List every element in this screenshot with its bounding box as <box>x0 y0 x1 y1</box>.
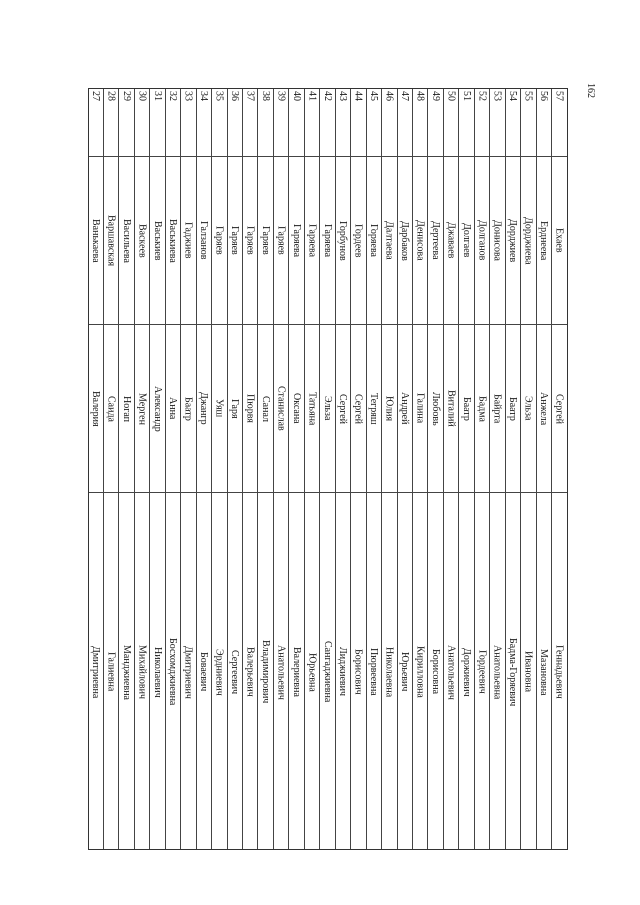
table-row <box>166 89 181 849</box>
first-name-cell: Валерия <box>89 325 103 493</box>
last-name-cell: Денисова <box>413 157 427 325</box>
last-name-cell: Дарбаков <box>398 157 412 325</box>
first-name-cell: Баатр <box>459 325 473 493</box>
name-list-table <box>88 88 568 850</box>
row-number-cell: 40 <box>289 89 303 157</box>
table-row <box>459 89 474 849</box>
row-number-cell: 57 <box>552 89 566 157</box>
table-row <box>351 89 366 849</box>
table-row <box>336 89 351 849</box>
patronymic-cell: Геннадьевич <box>553 645 565 699</box>
patronymic-cell: Гордеевич <box>476 650 488 694</box>
patronymic-cell: Лиджиевич <box>337 647 349 697</box>
row-number-cell: 30 <box>135 89 149 157</box>
first-name-cell: Галина <box>413 325 427 493</box>
row-number-cell: 37 <box>243 89 257 157</box>
row-number-cell: 34 <box>197 89 211 157</box>
patronymic-cell: Мазановна <box>538 648 550 696</box>
last-name-cell: Горяева <box>367 157 381 325</box>
table-row <box>398 89 413 849</box>
patronymic-cell: Борисович <box>352 649 364 695</box>
last-name-cell: Гаряев <box>258 157 272 325</box>
table-row <box>428 89 443 849</box>
first-name-cell: Оксана <box>289 325 303 493</box>
table-row <box>150 89 165 849</box>
patronymic-cell: Борисовна <box>429 649 441 695</box>
last-name-cell: Гаряев <box>228 157 242 325</box>
patronymic-cell: Николаевна <box>383 646 395 698</box>
last-name-cell: Гаряева <box>305 157 319 325</box>
first-name-cell: Сергей <box>552 325 566 493</box>
row-number-cell: 36 <box>228 89 242 157</box>
first-name-cell: Мерген <box>135 325 149 493</box>
first-name-cell: Виталий <box>444 325 458 493</box>
patronymic-cell: Анатольевич <box>445 644 457 700</box>
first-name-cell: Анна <box>166 325 180 493</box>
row-number-cell: 27 <box>89 89 103 157</box>
row-number-cell: 52 <box>475 89 489 157</box>
row-number-cell: 29 <box>119 89 133 157</box>
last-name-cell: Галзанов <box>197 157 211 325</box>
row-number-cell: 53 <box>490 89 504 157</box>
row-number-cell: 44 <box>351 89 365 157</box>
last-name-cell: Гордеев <box>351 157 365 325</box>
first-name-cell: Баатр <box>181 325 195 493</box>
row-number-cell: 51 <box>459 89 473 157</box>
patronymic-cell: Дмитриевич <box>182 645 194 699</box>
last-name-cell: Далтаева <box>382 157 396 325</box>
table-row <box>382 89 397 849</box>
last-name-cell: Гаряев <box>274 157 288 325</box>
table-row <box>490 89 505 849</box>
first-name-cell: Юлия <box>382 325 396 493</box>
table-row <box>521 89 536 849</box>
table-row <box>444 89 459 849</box>
row-number-cell: 48 <box>413 89 427 157</box>
table-row <box>274 89 289 849</box>
first-name-cell: Любовь <box>428 325 442 493</box>
first-name-cell: Сергей <box>336 325 350 493</box>
row-number-cell: 39 <box>274 89 288 157</box>
row-number-cell: 45 <box>367 89 381 157</box>
row-number-cell: 43 <box>336 89 350 157</box>
row-number-cell: 28 <box>104 89 118 157</box>
first-name-cell: Татьяна <box>305 325 319 493</box>
table-row <box>537 89 552 849</box>
table-row <box>413 89 428 849</box>
table-row <box>212 89 227 849</box>
first-name-cell: Эльза <box>521 325 535 493</box>
row-number-cell: 38 <box>258 89 272 157</box>
row-number-cell: 46 <box>382 89 396 157</box>
row-number-cell: 50 <box>444 89 458 157</box>
last-name-cell: Гаряева <box>289 157 303 325</box>
patronymic-cell: Босхомджиевна <box>167 638 179 706</box>
patronymic-cell: Валериевна <box>290 647 302 697</box>
row-number-cell: 41 <box>305 89 319 157</box>
patronymic-cell: Анатольевна <box>491 644 503 700</box>
row-number-cell: 31 <box>150 89 164 157</box>
first-name-cell: Эльза <box>320 325 334 493</box>
table-row <box>258 89 273 849</box>
table-row <box>506 89 521 849</box>
first-name-cell: Байрта <box>490 325 504 493</box>
first-name-cell: Станислав <box>274 325 288 493</box>
last-name-cell: Гаряев <box>243 157 257 325</box>
row-number-cell: 42 <box>320 89 334 157</box>
table-row <box>89 89 104 849</box>
patronymic-cell: Манджиевна <box>120 644 132 700</box>
last-name-cell: Васильева <box>119 157 133 325</box>
last-name-cell: Васькиева <box>166 157 180 325</box>
first-name-cell: Баатр <box>506 325 520 493</box>
last-name-cell: Ехаев <box>552 157 566 325</box>
patronymic-cell: Дмитриевна <box>89 645 101 699</box>
table-row <box>181 89 196 849</box>
first-name-cell: Саида <box>104 325 118 493</box>
first-name-cell: Джангр <box>197 325 211 493</box>
last-name-cell: Горбунов <box>336 157 350 325</box>
table-row <box>289 89 304 849</box>
row-number-cell: 49 <box>428 89 442 157</box>
table-row <box>320 89 335 849</box>
last-name-cell: Гаряев <box>212 157 226 325</box>
first-name-cell: Ногап <box>119 325 133 493</box>
patronymic-cell: Доржиевич <box>460 647 472 697</box>
last-name-cell: Гаряева <box>320 157 334 325</box>
last-name-cell: Васкеев <box>135 157 149 325</box>
first-name-cell: Уяш <box>212 325 226 493</box>
last-name-cell: Джаваев <box>444 157 458 325</box>
last-name-cell: Ванькаева <box>89 157 103 325</box>
first-name-cell: Андрей <box>398 325 412 493</box>
first-name-cell: Анжела <box>537 325 551 493</box>
first-name-cell: Тегряш <box>367 325 381 493</box>
table-row <box>367 89 382 849</box>
table-row <box>104 89 119 849</box>
last-name-cell: Дорджиев <box>506 157 520 325</box>
patronymic-cell: Ивановна <box>522 651 534 693</box>
patronymic-cell: Пюрвеевна <box>368 648 380 696</box>
table-row <box>475 89 490 849</box>
last-name-cell: Варшавская <box>104 157 118 325</box>
row-number-cell: 54 <box>506 89 520 157</box>
patronymic-cell: Валерьевич <box>244 647 256 697</box>
patronymic-cell: Юрьевич <box>399 652 411 692</box>
first-name-cell: Сергей <box>351 325 365 493</box>
patronymic-cell: Бадма-Горяевич <box>507 637 519 707</box>
patronymic-cell: Михайлович <box>136 645 148 699</box>
patronymic-cell: Анатольевич <box>275 644 287 700</box>
first-name-cell: Гаря <box>228 325 242 493</box>
last-name-cell: Ерднеева <box>537 157 551 325</box>
last-name-cell: Гаджиев <box>181 157 195 325</box>
last-name-cell: Долгаев <box>459 157 473 325</box>
patronymic-cell: Эрдниевич <box>213 648 225 696</box>
row-number-cell: 33 <box>181 89 195 157</box>
last-name-cell: Долганов <box>475 157 489 325</box>
row-number-cell: 32 <box>166 89 180 157</box>
first-name-cell: Пюрвя <box>243 325 257 493</box>
row-number-cell: 35 <box>212 89 226 157</box>
page-number: 162 <box>585 82 596 98</box>
table-row <box>197 89 212 849</box>
table-row <box>243 89 258 849</box>
first-name-cell: Бадма <box>475 325 489 493</box>
patronymic-cell: Юрьевна <box>306 652 318 692</box>
patronymic-cell: Боваевич <box>198 652 210 692</box>
table-row <box>228 89 243 849</box>
row-number-cell: 55 <box>521 89 535 157</box>
last-name-cell: Васькиев <box>150 157 164 325</box>
last-name-cell: Донисова <box>490 157 504 325</box>
table-row <box>135 89 150 849</box>
first-name-cell: Александр <box>150 325 164 493</box>
patronymic-cell: Кирилловна <box>414 646 426 698</box>
patronymic-cell: Владимирович <box>259 640 271 704</box>
table-row <box>305 89 320 849</box>
table-row <box>119 89 134 849</box>
table-row <box>552 89 566 849</box>
patronymic-cell: Сергеевич <box>229 649 241 695</box>
patronymic-cell: Галиевна <box>105 652 117 692</box>
patronymic-cell: Николаевич <box>151 646 163 698</box>
last-name-cell: Дертеева <box>428 157 442 325</box>
last-name-cell: Дорджиева <box>521 157 535 325</box>
patronymic-cell: Сангаджиевна <box>321 641 333 703</box>
row-number-cell: 56 <box>537 89 551 157</box>
row-number-cell: 47 <box>398 89 412 157</box>
first-name-cell: Санал <box>258 325 272 493</box>
